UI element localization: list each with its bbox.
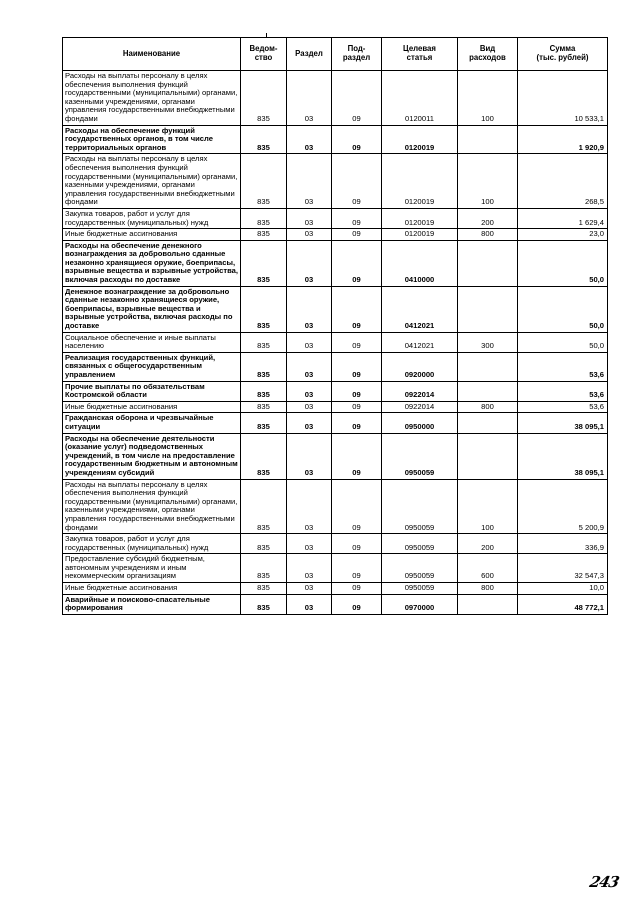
cell-sum: 48 772,1 <box>518 594 608 614</box>
table-row <box>63 479 608 534</box>
cell-exptype <box>458 381 518 401</box>
cell-section: 03 <box>287 71 332 126</box>
cell-subsection: 09 <box>332 71 382 126</box>
cell-dept: 835 <box>241 352 287 381</box>
cell-dept: 835 <box>241 433 287 479</box>
table-row <box>63 583 608 595</box>
table-row <box>63 208 608 228</box>
cell-target: 0950000 <box>382 413 458 433</box>
cell-exptype: 200 <box>458 534 518 554</box>
cell-name: Иные бюджетные ассигнования <box>63 583 241 595</box>
cell-dept: 835 <box>241 583 287 595</box>
cell-section: 03 <box>287 125 332 154</box>
cell-exptype <box>458 286 518 332</box>
cell-sum: 50,0 <box>518 332 608 352</box>
cell-subsection: 09 <box>332 479 382 534</box>
cell-sum: 1 920,9 <box>518 125 608 154</box>
cell-subsection: 09 <box>332 240 382 286</box>
cell-dept: 835 <box>241 240 287 286</box>
cell-dept: 835 <box>241 594 287 614</box>
cell-exptype <box>458 594 518 614</box>
cell-sum: 53,6 <box>518 381 608 401</box>
cell-section: 03 <box>287 594 332 614</box>
cell-dept: 835 <box>241 554 287 583</box>
cell-section: 03 <box>287 154 332 209</box>
cell-target: 0920000 <box>382 352 458 381</box>
cell-section: 03 <box>287 534 332 554</box>
cell-section: 03 <box>287 401 332 413</box>
cell-name: Закупка товаров, работ и услуг для государственных (муниципальных) нужд <box>63 208 241 228</box>
cell-subsection: 09 <box>332 381 382 401</box>
header-name: Наименование <box>63 38 241 71</box>
page-number: 243 <box>588 873 621 891</box>
cell-section: 03 <box>287 208 332 228</box>
cell-dept: 835 <box>241 479 287 534</box>
cell-exptype: 800 <box>458 401 518 413</box>
cell-section: 03 <box>287 583 332 595</box>
cell-name: Иные бюджетные ассигнования <box>63 229 241 241</box>
table-row <box>63 286 608 332</box>
cell-sum: 336,9 <box>518 534 608 554</box>
cell-subsection: 09 <box>332 125 382 154</box>
cell-sum: 10 533,1 <box>518 71 608 126</box>
cell-section: 03 <box>287 240 332 286</box>
cell-subsection: 09 <box>332 352 382 381</box>
header-section: Раздел <box>287 38 332 71</box>
cell-target: 0950059 <box>382 534 458 554</box>
table-body <box>63 71 608 615</box>
cell-sum: 23,0 <box>518 229 608 241</box>
cell-section: 03 <box>287 229 332 241</box>
cell-sum: 5 200,9 <box>518 479 608 534</box>
cell-subsection: 09 <box>332 401 382 413</box>
cell-subsection: 09 <box>332 332 382 352</box>
cell-subsection: 09 <box>332 154 382 209</box>
table-row <box>63 381 608 401</box>
cell-target: 0412021 <box>382 286 458 332</box>
cell-name: Расходы на выплаты персоналу в целях обеспечения выполнения функций государственными (муниципальными) органами, казенными учреждениями, органами управления государственными внебюджетными фондами <box>63 154 241 209</box>
cell-subsection: 09 <box>332 554 382 583</box>
cell-dept: 835 <box>241 154 287 209</box>
cell-name: Аварийные и поисково-спасательные формирования <box>63 594 241 614</box>
cell-subsection: 09 <box>332 534 382 554</box>
cell-target: 0120011 <box>382 71 458 126</box>
cell-sum: 53,6 <box>518 401 608 413</box>
header-dept: Ведом- ство <box>241 38 287 71</box>
cell-dept: 835 <box>241 332 287 352</box>
cell-name: Закупка товаров, работ и услуг для государственных (муниципальных) нужд <box>63 534 241 554</box>
cell-dept: 835 <box>241 413 287 433</box>
cell-target: 0950059 <box>382 554 458 583</box>
table-row <box>63 534 608 554</box>
cell-dept: 835 <box>241 401 287 413</box>
table-row <box>63 240 608 286</box>
cell-sum: 268,5 <box>518 154 608 209</box>
cell-target: 0950059 <box>382 433 458 479</box>
cell-subsection: 09 <box>332 413 382 433</box>
cell-section: 03 <box>287 352 332 381</box>
cell-dept: 835 <box>241 208 287 228</box>
table-row <box>63 433 608 479</box>
table-row <box>63 413 608 433</box>
cell-target: 0120019 <box>382 208 458 228</box>
cell-target: 0120019 <box>382 229 458 241</box>
cell-name: Гражданская оборона и чрезвычайные ситуации <box>63 413 241 433</box>
cell-target: 0970000 <box>382 594 458 614</box>
table-row <box>63 352 608 381</box>
cell-name: Расходы на выплаты персоналу в целях обеспечения выполнения функций государственными (муниципальными) органами, казенными учреждениями, органами управления государственными внебюджетными фондами <box>63 479 241 534</box>
table-row <box>63 229 608 241</box>
cell-dept: 835 <box>241 229 287 241</box>
cell-target: 0410000 <box>382 240 458 286</box>
cell-subsection: 09 <box>332 286 382 332</box>
cell-sum: 53,6 <box>518 352 608 381</box>
cell-sum: 38 095,1 <box>518 413 608 433</box>
cell-name: Реализация государственных функций, связанных с общегосударственным управлением <box>63 352 241 381</box>
cell-exptype: 600 <box>458 554 518 583</box>
table-row <box>63 401 608 413</box>
cell-section: 03 <box>287 554 332 583</box>
cell-section: 03 <box>287 433 332 479</box>
cell-dept: 835 <box>241 125 287 154</box>
cell-dept: 835 <box>241 286 287 332</box>
cell-exptype: 100 <box>458 71 518 126</box>
cell-name: Расходы на обеспечение деятельности (оказание услуг) подведомственных учреждений, в том числе на предоставление государственным бюджетным и автономным учреждениям субсидий <box>63 433 241 479</box>
cell-sum: 50,0 <box>518 286 608 332</box>
budget-table <box>62 37 608 615</box>
cell-subsection: 09 <box>332 583 382 595</box>
header-sum: Сумма (тыс. рублей) <box>518 38 608 71</box>
table-row <box>63 332 608 352</box>
cell-exptype: 300 <box>458 332 518 352</box>
cell-exptype: 200 <box>458 208 518 228</box>
cell-sum: 10,0 <box>518 583 608 595</box>
cell-name: Расходы на обеспечение денежного вознаграждения за добровольно сданные незаконно хранящиеся оружие, боеприпасы, взрывные вещества и взрывные устройства, включая расходы по доставке <box>63 240 241 286</box>
cell-target: 0950059 <box>382 583 458 595</box>
budget-table-container <box>62 37 607 615</box>
cell-target: 0412021 <box>382 332 458 352</box>
header-subsection: Под- раздел <box>332 38 382 71</box>
table-header-row <box>63 38 608 71</box>
cell-exptype: 100 <box>458 154 518 209</box>
cell-name: Расходы на обеспечение функций государственных органов, в том числе территориальных органов <box>63 125 241 154</box>
cell-sum: 1 629,4 <box>518 208 608 228</box>
cell-dept: 835 <box>241 71 287 126</box>
cell-name: Прочие выплаты по обязательствам Костромской области <box>63 381 241 401</box>
cell-name: Расходы на выплаты персоналу в целях обеспечения выполнения функций государственными (муниципальными) органами, казенными учреждениями, органами управления государственными внебюджетными фондами <box>63 71 241 126</box>
table-row <box>63 154 608 209</box>
cell-section: 03 <box>287 381 332 401</box>
cell-exptype: 800 <box>458 583 518 595</box>
cell-subsection: 09 <box>332 433 382 479</box>
table-row <box>63 125 608 154</box>
cell-sum: 32 547,3 <box>518 554 608 583</box>
cell-target: 0950059 <box>382 479 458 534</box>
cell-exptype <box>458 413 518 433</box>
cell-target: 0120019 <box>382 125 458 154</box>
cell-sum: 50,0 <box>518 240 608 286</box>
cell-exptype <box>458 240 518 286</box>
cell-section: 03 <box>287 479 332 534</box>
cell-sum: 38 095,1 <box>518 433 608 479</box>
cell-section: 03 <box>287 286 332 332</box>
cell-subsection: 09 <box>332 594 382 614</box>
cell-subsection: 09 <box>332 229 382 241</box>
cell-dept: 835 <box>241 534 287 554</box>
cell-target: 0922014 <box>382 381 458 401</box>
cell-exptype: 800 <box>458 229 518 241</box>
table-row <box>63 71 608 126</box>
cell-name: Иные бюджетные ассигнования <box>63 401 241 413</box>
cell-section: 03 <box>287 413 332 433</box>
table-row <box>63 554 608 583</box>
cell-subsection: 09 <box>332 208 382 228</box>
cell-section: 03 <box>287 332 332 352</box>
cell-exptype: 100 <box>458 479 518 534</box>
cell-name: Денежное вознаграждение за добровольно сданные незаконно хранящиеся оружие, боеприпасы, взрывные вещества и взрывные устройства, включая расходы по доставке <box>63 286 241 332</box>
header-target: Целевая статья <box>382 38 458 71</box>
cell-exptype <box>458 352 518 381</box>
cell-target: 0922014 <box>382 401 458 413</box>
header-exptype: Вид расходов <box>458 38 518 71</box>
cell-name: Предоставление субсидий бюджетным, автономным учреждениям и иным некоммерческим организациям <box>63 554 241 583</box>
table-row <box>63 594 608 614</box>
cell-name: Социальное обеспечение и иные выплаты населению <box>63 332 241 352</box>
cell-dept: 835 <box>241 381 287 401</box>
cell-exptype <box>458 125 518 154</box>
cell-target: 0120019 <box>382 154 458 209</box>
cell-exptype <box>458 433 518 479</box>
